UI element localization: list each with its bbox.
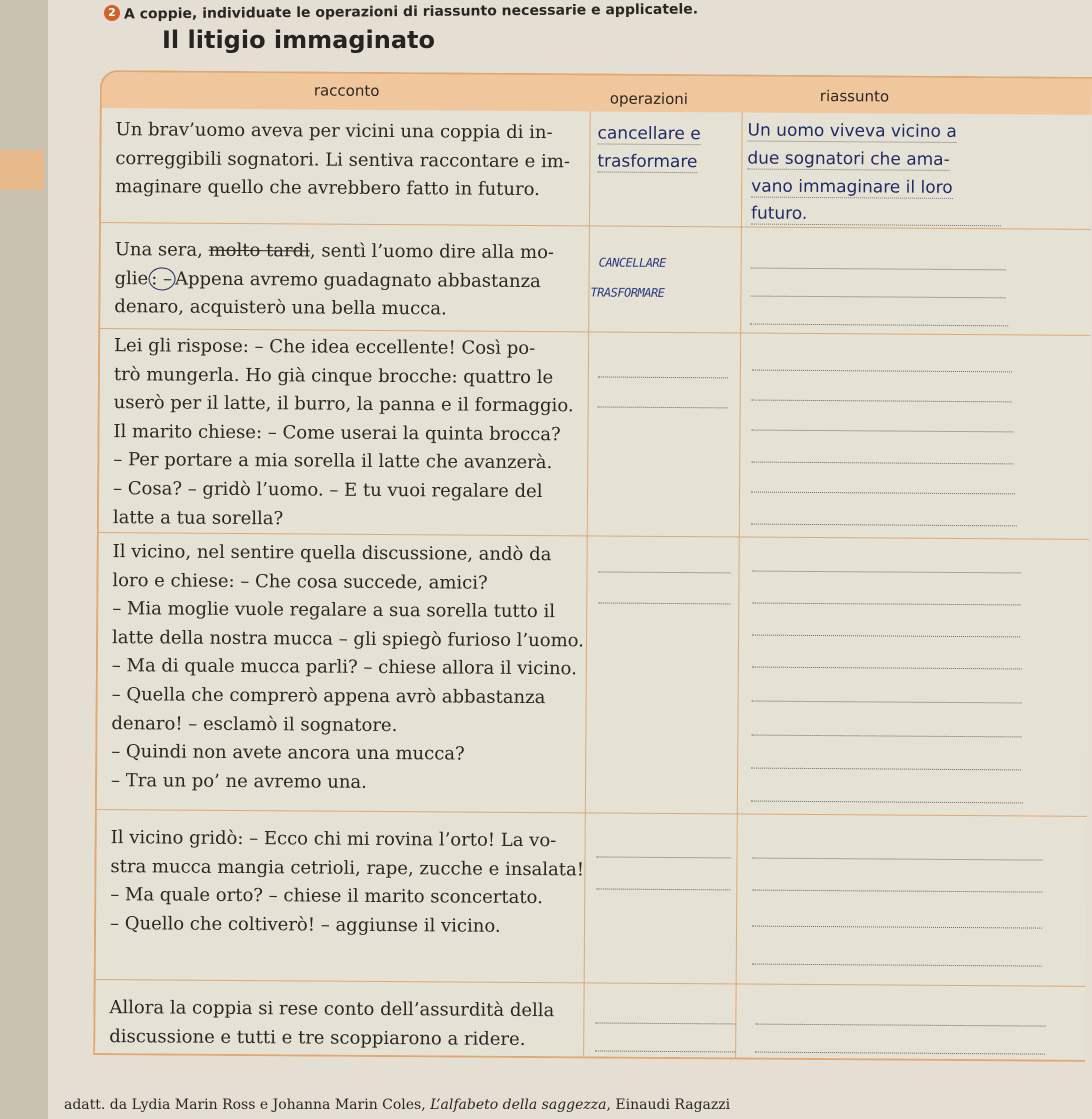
summary-answer[interactable]: futuro. [751, 204, 1001, 227]
header-racconto: racconto [313, 81, 380, 100]
story-line: Allora la coppia si rese conto dell’assurdità della [109, 997, 555, 1022]
exercise-instruction: A coppie, individuate le operazioni di riassunto necessarie e applicatele. [123, 1, 699, 23]
story-line: latte a tua sorella? [112, 506, 284, 529]
answer-line[interactable] [752, 700, 1022, 704]
story-line: maginare quello che avrebbero fatto in futuro. [115, 176, 540, 201]
header-operazioni: operazioni [609, 89, 689, 109]
answer-line[interactable] [595, 1021, 735, 1024]
adjacent-page-band [0, 150, 44, 190]
story-line: – Quindi non avete ancora una mucca? [111, 741, 465, 765]
header-riassunto: riassunto [819, 87, 890, 106]
answer-line[interactable] [753, 570, 1021, 574]
story-line: denaro, acquisterò una bella mucca. [114, 296, 447, 320]
story-line: – Ma di quale mucca parli? – chiese allora il vicino. [111, 655, 577, 680]
answer-line[interactable] [751, 523, 1017, 527]
answer-line[interactable] [597, 855, 731, 858]
summary-answer[interactable]: Un uomo viveva vicino a [747, 120, 957, 142]
answer-line[interactable] [752, 925, 1042, 929]
answer-line[interactable] [598, 375, 728, 378]
story-line: denaro! – esclamò il sognatore. [111, 712, 398, 736]
book-title: L’alfabeto della saggezza [430, 1097, 607, 1113]
answer-line[interactable] [751, 267, 1006, 271]
story-line: stra mucca mangia cetrioli, rape, zucche e insalata! [110, 855, 585, 880]
circled-mark: : – [148, 267, 175, 290]
story-line: – Mia moglie vuole regalare a sua sorella tutto il [112, 598, 556, 623]
story-line: Una sera, molto tardi, sentì l’uomo dire alla mo- [114, 239, 555, 264]
row-divider [96, 979, 1086, 987]
answer-line[interactable] [751, 461, 1013, 465]
row-divider [97, 809, 1087, 817]
struck-text: molto tardi [208, 239, 311, 262]
answer-line[interactable] [752, 889, 1042, 893]
answer-line[interactable] [751, 491, 1015, 495]
source-credit: adatt. da Lydia Marin Ross e Johanna Marin Coles, L’alfabeto della saggezza, Einaudi Ragazzi [64, 1097, 731, 1113]
answer-line[interactable] [598, 405, 728, 408]
exercise-title: Il litigio immaginato [162, 26, 435, 54]
story-line: Il marito chiese: – Come userai la quinta brocca? [113, 420, 561, 446]
story-line: – Quella che comprerò appena avrò abbastanza [111, 684, 546, 709]
answer-line[interactable] [752, 399, 1012, 403]
answer-line[interactable] [752, 602, 1020, 606]
answer-line[interactable] [596, 887, 730, 890]
story-line: Il vicino, nel sentire quella discussione, andò da [112, 541, 552, 566]
story-line: Un brav’uomo aveva per vicini una coppia di in- [115, 119, 553, 144]
summary-answer[interactable]: vano immaginare il loro [751, 176, 953, 198]
summary-answer[interactable]: due sognatori che ama- [747, 148, 950, 170]
answer-line[interactable] [750, 295, 1005, 299]
story-line: – Tra un po’ ne avremo una. [110, 769, 367, 793]
story-line: – Quello che coltiverò! – aggiunse il vicino. [109, 912, 501, 937]
answer-line[interactable] [751, 800, 1023, 804]
story-line: discussione e tutti e tre scoppiarono a ridere. [109, 1025, 526, 1050]
story-line: Il vicino gridò: – Ecco chi mi rovina l’orto! La vo- [110, 827, 557, 852]
story-line: trò mungerla. Ho già cinque brocche: quattro le [113, 363, 554, 388]
story-line: – Per portare a mia sorella il latte che avanzerà. [113, 449, 553, 474]
answer-line[interactable] [751, 429, 1013, 433]
summary-table [93, 70, 1092, 1062]
operation-answer[interactable]: cancellare e [597, 123, 701, 145]
story-line: – Cosa? – gridò l’uomo. – E tu vuoi regalare del [113, 478, 543, 503]
story-line: loro e chiese: – Che cosa succede, amici? [112, 569, 488, 594]
operation-answer[interactable]: trasformare [597, 151, 698, 173]
story-section-3 [113, 332, 574, 535]
answer-line[interactable] [752, 963, 1042, 967]
story-section-6 [109, 994, 554, 1054]
answer-line[interactable] [751, 734, 1021, 738]
operation-answer-handwritten[interactable]: TRASFORMARE [590, 285, 665, 300]
story-line: latte della nostra mucca – gli spiegò furioso l’uomo. [111, 626, 585, 652]
answer-line[interactable] [753, 857, 1043, 861]
story-line: correggibili sognatori. Li sentiva raccontare e im- [115, 147, 571, 172]
answer-line[interactable] [750, 323, 1008, 327]
story-section-4 [111, 538, 585, 799]
story-line: Lei gli rispose: – Che idea eccellente! Così po- [114, 335, 536, 360]
answer-line[interactable] [752, 666, 1022, 670]
answer-line[interactable] [752, 369, 1012, 373]
story-line: – Ma quale orto? – chiese il marito sconcertato. [110, 884, 543, 909]
column-divider [735, 112, 743, 1057]
story-line: glie : – Appena avremo guadagnato abbastanza [114, 267, 541, 292]
operation-answer-handwritten[interactable]: CANCELLARE [598, 255, 666, 270]
exercise-number-badge: 2 [104, 5, 120, 21]
answer-line[interactable] [599, 570, 731, 573]
answer-line[interactable] [595, 1049, 735, 1052]
story-section-1 [115, 116, 570, 205]
answer-line[interactable] [751, 767, 1021, 771]
story-section-5 [110, 824, 584, 942]
answer-line[interactable] [752, 634, 1020, 638]
answer-line[interactable] [755, 1051, 1045, 1055]
story-section-2 [114, 236, 554, 325]
answer-line[interactable] [598, 601, 730, 604]
story-line: userò per il latte, il burro, la panna e il formaggio. [113, 392, 574, 417]
answer-line[interactable] [755, 1023, 1045, 1027]
table-header [102, 72, 1092, 115]
